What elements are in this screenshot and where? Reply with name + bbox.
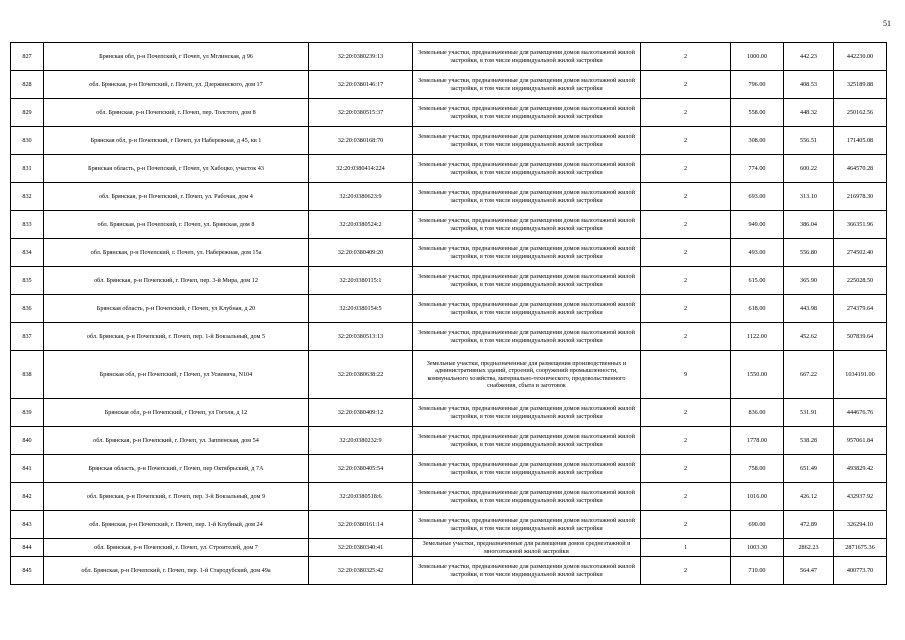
use-group-cell: 2 (641, 211, 731, 239)
use-group-cell: 2 (641, 71, 731, 99)
table-row (11, 539, 887, 557)
area-cell: 690.00 (731, 511, 784, 539)
table-row (11, 399, 887, 427)
area-cell: 1000.00 (731, 43, 784, 71)
land-use-cell: Земельные участки, предназначенные для размещения домов малоэтажной жилой застройки, в том числе индивидуальной жилой застройки (413, 127, 641, 155)
specific-value-cell: 667.22 (784, 351, 834, 399)
land-use-cell: Земельные участки, предназначенные для размещения домов малоэтажной жилой застройки, в том числе индивидуальной жилой застройки (413, 99, 641, 127)
specific-value-cell: 556.80 (784, 239, 834, 267)
cadastral-number-cell: 32:20:0380414:224 (309, 155, 413, 183)
table-row (11, 295, 887, 323)
specific-value-cell: 448.32 (784, 99, 834, 127)
cadastral-number-cell: 32:20:0380115:1 (309, 267, 413, 295)
cadastral-number-cell: 32:20:0380161:14 (309, 511, 413, 539)
cadastral-number-cell: 32:20:0380232:9 (309, 427, 413, 455)
area-cell: 836.00 (731, 399, 784, 427)
use-group-cell: 2 (641, 183, 731, 211)
area-cell: 710.00 (731, 557, 784, 585)
area-cell: 1122.00 (731, 323, 784, 351)
cadastral-number-cell: 32:20:0380405:54 (309, 455, 413, 483)
area-cell: 1778.00 (731, 427, 784, 455)
land-use-cell: Земельные участки, предназначенные для размещения домов малоэтажной жилой застройки, в том числе индивидуальной жилой застройки (413, 295, 641, 323)
table-row (11, 183, 887, 211)
area-cell: 308.00 (731, 127, 784, 155)
specific-value-cell: 472.89 (784, 511, 834, 539)
address-cell: Брянская область, р-н Почепский, г Почеп, ул Клубная, д 20 (44, 295, 309, 323)
use-group-cell: 2 (641, 155, 731, 183)
land-use-cell: Земельные участки, предназначенные для размещения домов малоэтажной жилой застройки, в том числе индивидуальной жилой застройки (413, 511, 641, 539)
address-cell: обл. Брянская, р-н Почепский, г. Почеп, ул. Строителей, дом 7 (44, 539, 309, 557)
table-row (11, 427, 887, 455)
table-row (11, 155, 887, 183)
row-number-cell: 843 (11, 511, 44, 539)
row-number-cell: 834 (11, 239, 44, 267)
cadastral-number-cell: 32:20:0380146:17 (309, 71, 413, 99)
cadastral-number-cell: 32:20:0380340:41 (309, 539, 413, 557)
use-group-cell: 2 (641, 127, 731, 155)
row-number-cell: 828 (11, 71, 44, 99)
cadastral-number-cell: 32:20:0380623:9 (309, 183, 413, 211)
cadastral-number-cell: 32:20:0380515:37 (309, 99, 413, 127)
specific-value-cell: 556.51 (784, 127, 834, 155)
address-cell: обл. Брянская, р-н Почепский, г. Почеп, пер. 1-й Клубный, дом 24 (44, 511, 309, 539)
cadastral-value-cell: 444676.76 (834, 399, 887, 427)
use-group-cell: 9 (641, 351, 731, 399)
table-row (11, 557, 887, 585)
table-row (11, 511, 887, 539)
table-row (11, 99, 887, 127)
table-row (11, 71, 887, 99)
land-use-cell: Земельные участки, предназначенные для размещения домов малоэтажной жилой застройки, в том числе индивидуальной жилой застройки (413, 71, 641, 99)
cadastral-number-cell: 32:20:0380154:5 (309, 295, 413, 323)
address-cell: обл. Брянская, р-н Почепский, г. Почеп, пер. 3-й Мира, дом 12 (44, 267, 309, 295)
land-use-cell: Земельные участки, предназначенные для размещения домов малоэтажной жилой застройки, в том числе индивидуальной жилой застройки (413, 483, 641, 511)
cadastral-value-cell: 250162.56 (834, 99, 887, 127)
specific-value-cell: 564.47 (784, 557, 834, 585)
area-cell: 758.00 (731, 455, 784, 483)
row-number-cell: 838 (11, 351, 44, 399)
cadastral-value-cell: 171405.08 (834, 127, 887, 155)
use-group-cell: 2 (641, 267, 731, 295)
cadastral-value-cell: 2871675.36 (834, 539, 887, 557)
area-cell: 774.00 (731, 155, 784, 183)
page-number: 51 (883, 19, 891, 28)
table-row (11, 43, 887, 71)
area-cell: 949.00 (731, 211, 784, 239)
table-row (11, 483, 887, 511)
address-cell: обл. Брянская, р-н Почепский, г. Почеп, пер. 1-й Стародубский, дом 49а (44, 557, 309, 585)
use-group-cell: 2 (641, 427, 731, 455)
cadastral-value-cell: 442230.00 (834, 43, 887, 71)
land-use-cell: Земельные участки, предназначенные для размещения производственных и административных зданий, строений, сооружений промышленности, коммунального хозяйства, материально-технического, продовольственного снабжения, сбыта и заготовок (413, 351, 641, 399)
address-cell: обл. Брянская, р-н Почепский, г. Почеп, ул. Набережная, дом 15а (44, 239, 309, 267)
area-cell: 693.00 (731, 183, 784, 211)
address-cell: Брянская обл, р-н Почепский, г Почеп, ул Набережная, д 45, кв 1 (44, 127, 309, 155)
specific-value-cell: 2862.23 (784, 539, 834, 557)
cadastral-number-cell: 32:20:0380518:6 (309, 483, 413, 511)
use-group-cell: 2 (641, 455, 731, 483)
cadastral-value-cell: 1034191.00 (834, 351, 887, 399)
row-number-cell: 833 (11, 211, 44, 239)
use-group-cell: 2 (641, 323, 731, 351)
cadastral-value-cell: 464570.28 (834, 155, 887, 183)
row-number-cell: 844 (11, 539, 44, 557)
row-number-cell: 840 (11, 427, 44, 455)
table-row (11, 455, 887, 483)
area-cell: 618.00 (731, 295, 784, 323)
cadastral-value-cell: 432937.92 (834, 483, 887, 511)
cadastral-number-cell: 32:20:0380638:22 (309, 351, 413, 399)
address-cell: Брянская обл, р-н Почепский, г Почеп, ул Усиевича, N104 (44, 351, 309, 399)
cadastral-number-cell: 32:20:0380409:20 (309, 239, 413, 267)
specific-value-cell: 386.04 (784, 211, 834, 239)
land-use-cell: Земельные участки, предназначенные для размещения домов малоэтажной жилой застройки, в том числе индивидуальной жилой застройки (413, 155, 641, 183)
land-use-cell: Земельные участки, предназначенные для размещения домов малоэтажной жилой застройки, в том числе индивидуальной жилой застройки (413, 399, 641, 427)
use-group-cell: 2 (641, 557, 731, 585)
cadastral-number-cell: 32:20:0380239:13 (309, 43, 413, 71)
use-group-cell: 2 (641, 295, 731, 323)
address-cell: обл. Брянская, р-н Почепский, г. Почеп, пер. 1-й Вокзальный, дом 5 (44, 323, 309, 351)
land-use-cell: Земельные участки, предназначенные для размещения домов малоэтажной жилой застройки, в том числе индивидуальной жилой застройки (413, 267, 641, 295)
table-row (11, 239, 887, 267)
address-cell: Брянская область, р-н Почепский, г Почеп, ул Хабоцко, участок 43 (44, 155, 309, 183)
area-cell: 615.00 (731, 267, 784, 295)
table-row (11, 127, 887, 155)
area-cell: 493.00 (731, 239, 784, 267)
cadastral-number-cell: 32:20:0380409:12 (309, 399, 413, 427)
land-use-cell: Земельные участки, предназначенные для размещения домов малоэтажной жилой застройки, в том числе индивидуальной жилой застройки (413, 43, 641, 71)
land-use-cell: Земельные участки, предназначенные для размещения домов малоэтажной жилой застройки, в том числе индивидуальной жилой застройки (413, 323, 641, 351)
cadastral-value-table (10, 42, 887, 585)
land-use-cell: Земельные участки, предназначенные для размещения домов малоэтажной жилой застройки, в том числе индивидуальной жилой застройки (413, 427, 641, 455)
use-group-cell: 2 (641, 99, 731, 127)
cadastral-value-cell: 507839.64 (834, 323, 887, 351)
cadastral-value-cell: 325189.88 (834, 71, 887, 99)
use-group-cell: 2 (641, 483, 731, 511)
table-row (11, 323, 887, 351)
specific-value-cell: 531.91 (784, 399, 834, 427)
cadastral-value-cell: 493829.42 (834, 455, 887, 483)
address-cell: обл. Брянская, р-н Почепский, г. Почеп, ул. Брянская, дом 8 (44, 211, 309, 239)
land-use-cell: Земельные участки, предназначенные для размещения домов малоэтажной жилой застройки, в том числе индивидуальной жилой застройки (413, 455, 641, 483)
use-group-cell: 2 (641, 511, 731, 539)
row-number-cell: 829 (11, 99, 44, 127)
table-row (11, 211, 887, 239)
cadastral-number-cell: 32:20:0380325:42 (309, 557, 413, 585)
address-cell: обл. Брянская, р-н Почепский, г. Почеп, пер. Толстого, дом 8 (44, 99, 309, 127)
table-body (11, 43, 887, 585)
cadastral-value-cell: 274502.40 (834, 239, 887, 267)
area-cell: 1003.30 (731, 539, 784, 557)
land-use-cell: Земельные участки, предназначенные для размещения домов малоэтажной жилой застройки, в том числе индивидуальной жилой застройки (413, 183, 641, 211)
cadastral-number-cell: 32:20:0380524:2 (309, 211, 413, 239)
area-cell: 1550.00 (731, 351, 784, 399)
row-number-cell: 841 (11, 455, 44, 483)
specific-value-cell: 538.28 (784, 427, 834, 455)
area-cell: 796.00 (731, 71, 784, 99)
table-row (11, 351, 887, 399)
land-use-cell: Земельные участки, предназначенные для размещения домов малоэтажной жилой застройки, в том числе индивидуальной жилой застройки (413, 239, 641, 267)
specific-value-cell: 442.23 (784, 43, 834, 71)
cadastral-number-cell: 32:20:0380513:13 (309, 323, 413, 351)
row-number-cell: 827 (11, 43, 44, 71)
land-use-cell: Земельные участки, предназначенные для размещения домов среднеэтажной и многоэтажной жилой застройки (413, 539, 641, 557)
specific-value-cell: 313.10 (784, 183, 834, 211)
area-cell: 558.00 (731, 99, 784, 127)
specific-value-cell: 651.49 (784, 455, 834, 483)
row-number-cell: 837 (11, 323, 44, 351)
address-cell: обл. Брянская, р-н Почепский, г. Почеп, пер. 3-й Вокзальный, дом 9 (44, 483, 309, 511)
row-number-cell: 845 (11, 557, 44, 585)
address-cell: Брянская обл, р-н Почепский, г Почеп, ул Гоголя, д 12 (44, 399, 309, 427)
row-number-cell: 836 (11, 295, 44, 323)
use-group-cell: 1 (641, 539, 731, 557)
specific-value-cell: 443.98 (784, 295, 834, 323)
cadastral-value-cell: 274379.64 (834, 295, 887, 323)
area-cell: 1016.00 (731, 483, 784, 511)
address-cell: Брянская область, р-н Почепский, г Почеп, пер Октябрьский, д 7А (44, 455, 309, 483)
use-group-cell: 2 (641, 43, 731, 71)
specific-value-cell: 408.53 (784, 71, 834, 99)
table-row (11, 267, 887, 295)
cadastral-value-cell: 957061.84 (834, 427, 887, 455)
specific-value-cell: 600.22 (784, 155, 834, 183)
cadastral-value-cell: 225028.50 (834, 267, 887, 295)
land-use-cell: Земельные участки, предназначенные для размещения домов малоэтажной жилой застройки, в том числе индивидуальной жилой застройки (413, 557, 641, 585)
cadastral-value-cell: 216978.30 (834, 183, 887, 211)
specific-value-cell: 452.62 (784, 323, 834, 351)
cadastral-number-cell: 32:20:0380168:70 (309, 127, 413, 155)
specific-value-cell: 426.12 (784, 483, 834, 511)
address-cell: обл. Брянская, р-н Почепский, г. Почеп, ул. Дзержинского, дом 17 (44, 71, 309, 99)
cadastral-value-cell: 366351.96 (834, 211, 887, 239)
specific-value-cell: 365.90 (784, 267, 834, 295)
row-number-cell: 830 (11, 127, 44, 155)
cadastral-value-cell: 400773.70 (834, 557, 887, 585)
row-number-cell: 832 (11, 183, 44, 211)
land-use-cell: Земельные участки, предназначенные для размещения домов малоэтажной жилой застройки, в том числе индивидуальной жилой застройки (413, 211, 641, 239)
row-number-cell: 835 (11, 267, 44, 295)
row-number-cell: 831 (11, 155, 44, 183)
address-cell: обл. Брянская, р-н Почепский, г. Почеп, ул. Рабочая, дом 4 (44, 183, 309, 211)
cadastral-value-cell: 326294.10 (834, 511, 887, 539)
use-group-cell: 2 (641, 399, 731, 427)
use-group-cell: 2 (641, 239, 731, 267)
address-cell: обл. Брянская, р-н Почепский, г. Почеп, ул. Заппенская, дом 54 (44, 427, 309, 455)
address-cell: Брянская обл, р-н Почепский, г Почеп, ул Мглинская, д 96 (44, 43, 309, 71)
row-number-cell: 842 (11, 483, 44, 511)
row-number-cell: 839 (11, 399, 44, 427)
